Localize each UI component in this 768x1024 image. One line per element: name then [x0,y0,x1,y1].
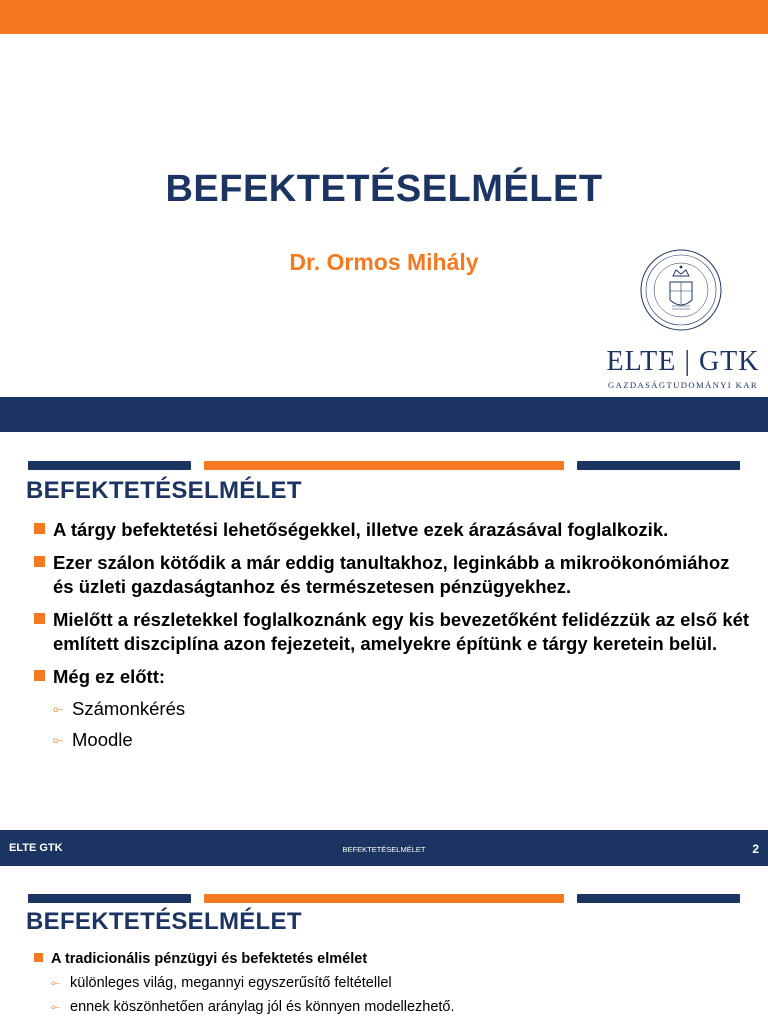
bullet-list [34,949,754,1021]
accent-bar-right [577,894,740,903]
bullet-square-icon [34,670,45,681]
list-item: A tradicionális pénzügyi és befektetés elmélet [34,949,754,969]
accent-bar-center [204,461,564,470]
bottom-accent-bar [0,397,768,432]
list-item: Mielőtt a részletekkel foglalkoznánk egy kis bevezetőként felidézzük az első két említett diszciplína azon fejezeteit, amelyekre építünk e tárgy keretein belül. [34,608,754,657]
bullet-square-icon [34,953,43,962]
top-accent-bar [0,0,768,34]
accent-bar-right [577,461,740,470]
bullet-square-icon [34,523,45,534]
footer-title: BEFEKTETÉSELMÉLET [342,845,426,854]
sub-list-item: ⟜ különleges világ, megannyi egyszerűsítő feltétellel [51,975,392,991]
footer-org: ELTE GTK [9,842,63,854]
bullet-square-icon [34,613,45,624]
list-item: Ezer szálon kötődik a már eddig tanultakhoz, leginkább a mikroökonómiához és üzleti gazdaságtanhoz és természetesen pénzügyekhez. [34,551,754,600]
page-number: 2 [752,842,759,856]
sub-bullet-icon: ⟜ [51,1001,60,1013]
bullet-square-icon [34,556,45,567]
sub-list-item: ⟜ Számonkérés [53,698,186,719]
accent-bar-center [204,894,564,903]
sub-bullet-icon: ⟜ [53,732,64,747]
author-name: Dr. Ormos Mihály [289,249,479,275]
logo-subtitle: GAZDASÁGTUDOMÁNYI KAR [608,380,758,390]
sub-list-item: ⟜ Moodle [53,729,133,750]
content-slide-3 [0,866,768,1024]
list-item: Még ez előtt: [34,665,754,690]
bullet-list [34,518,754,759]
elte-gtk-logo [600,248,766,396]
elte-seal-icon [600,248,766,340]
logo-wordmark: ELTE | GTK [606,346,760,377]
slide-title: BEFEKTETÉSELMÉLET [26,908,302,935]
sub-bullet-icon: ⟜ [51,977,60,989]
accent-bar-left [28,461,191,470]
slide-footer [0,830,768,866]
title-slide [0,0,768,432]
list-item: A tárgy befektetési lehetőségekkel, illetve ezek árazásával foglalkozik. [34,518,754,543]
slide-title: BEFEKTETÉSELMÉLET [26,477,302,504]
sub-bullet-icon: ⟜ [53,701,64,716]
presentation-title: BEFEKTETÉSELMÉLET [165,168,603,210]
sub-list-item: ⟜ ennek köszönhetően aránylag jól és könnyen modellezhető. [51,999,455,1015]
content-slide-2 [0,432,768,866]
accent-bar-left [28,894,191,903]
